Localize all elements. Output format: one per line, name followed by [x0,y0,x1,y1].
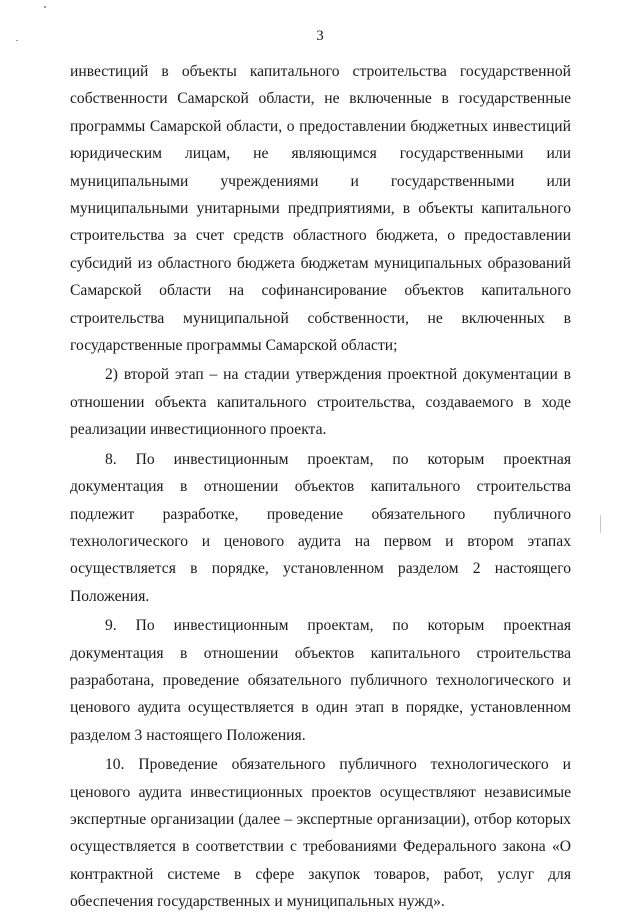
body-text [70,58,571,916]
page-number: 3 [316,28,324,44]
scan-artifact [44,6,46,8]
paragraph-second-stage: 2) второй этап – на стадии утверждения проектной документации в отношении объекта капитального строительства, создаваемого в ходе реализации инвестиционного проекта. [70,366,571,439]
scan-artifact [600,515,601,533]
paragraph-continuation: инвестиций в объекты капитального строительства государственной собственности Самарской области, не включенные в государственные программы Самарской области, о предоставлении бюджетных инвестиций юридическим лицам, не являющимся государственными или муниципальными учреждениями и государственными или муниципальными унитарными предприятиями, в объекты капитального строительства за счет средств областного бюджета, о предоставлении субсидий из областного бюджета бюджетам муниципальных образований Самарской области на софинансирование объектов капитального строительства муниципальной собственности, не включенных в государственные программы Самарской области; [70,63,571,355]
paragraph-clause-8: 8. По инвестиционным проектам, по которым проектная документация в отношении объектов капитального строительства подлежит разработке, проведение обязательного публичного технологического и ценового аудита на первом и втором этапах осуществляется в порядке, установленном разделом 2 настоящего Положения. [70,450,571,605]
paragraph-clause-10: 10. Проведение обязательного публичного технологического и ценового аудита инвестиционных проектов осуществляют независимые экспертные организации (далее – экспертные организации), отбор которых осуществляется в соответствии с требованиями Федерального закона «О контрактной системе в сфере закупок товаров, работ, услуг для обеспечения государственных и муниципальных нужд». [70,756,571,911]
paragraph-clause-9: 9. По инвестиционным проектам, по которым проектная документация в отношении объектов капитального строительства разработана, проведение обязательного публичного технологического и ценового аудита осуществляется в один этап в порядке, установленном разделом 3 настоящего Положения. [70,617,571,744]
